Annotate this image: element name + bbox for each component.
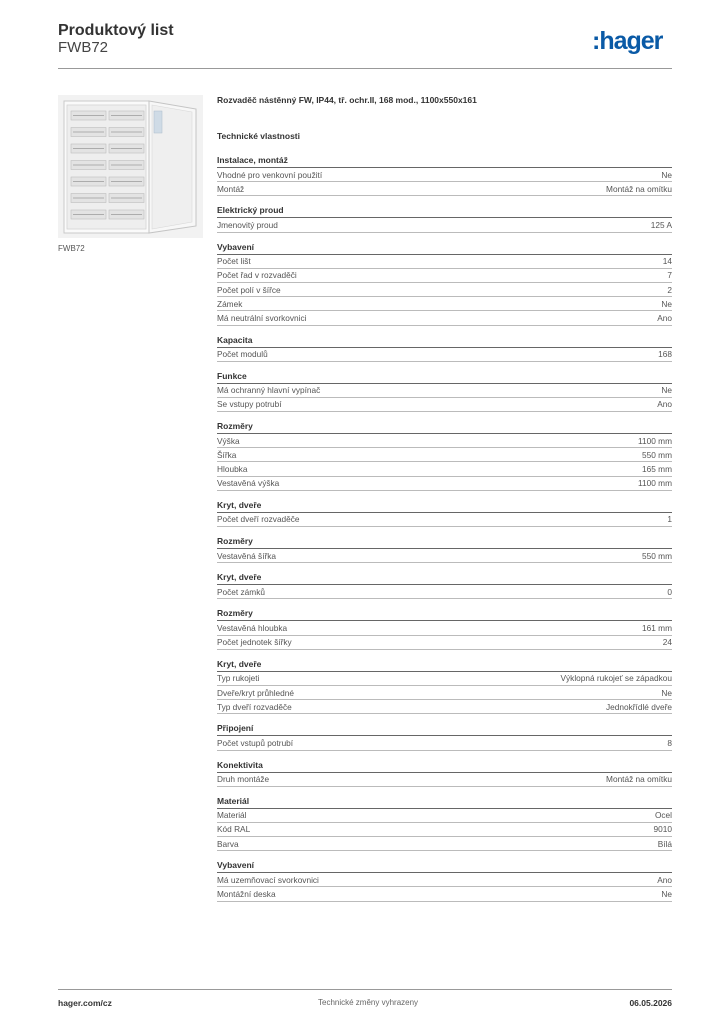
spec-value: 0 — [667, 586, 672, 597]
spec-label: Má neutrální svorkovnici — [217, 312, 307, 323]
spec-row — [217, 348, 672, 362]
page-title: Produktový list — [58, 22, 174, 39]
spec-value: 7 — [667, 270, 672, 281]
spec-value: Ano — [657, 399, 672, 410]
spec-row — [217, 837, 672, 851]
section-title: Elektrický proud — [217, 205, 284, 216]
spec-row — [217, 773, 672, 787]
spec-label: Počet lišt — [217, 256, 251, 267]
spec-label: Hloubka — [217, 464, 248, 475]
spec-label: Montážní deska — [217, 889, 276, 900]
spec-row — [217, 621, 672, 635]
footer-notice: Technické změny vyhrazeny — [318, 998, 419, 1007]
spec-row — [217, 823, 672, 837]
spec-value: 2 — [667, 284, 672, 295]
spec-label: Jmenovitý proud — [217, 219, 278, 230]
spec-sections — [217, 143, 672, 902]
section-title: Rozměry — [217, 608, 253, 619]
spec-row — [217, 887, 672, 901]
spec-label: Šířka — [217, 449, 237, 460]
spec-label: Vhodné pro venkovní použití — [217, 169, 323, 180]
spec-row — [217, 384, 672, 398]
spec-value: Ne — [661, 889, 672, 900]
spec-row — [217, 182, 672, 196]
spec-label: Má ochranný hlavní vypínač — [217, 385, 321, 396]
section-title: Připojení — [217, 723, 254, 734]
spec-label: Se vstupy potrubí — [217, 399, 282, 410]
spec-label: Materiál — [217, 810, 247, 821]
spec-row — [217, 585, 672, 599]
section-title: Instalace, montáž — [217, 155, 288, 165]
section-title: Rozměry — [217, 421, 253, 432]
footer-date: 06.05.2026 — [629, 998, 672, 1008]
spec-label: Barva — [217, 838, 239, 849]
spec-row — [217, 686, 672, 700]
spec-label: Výška — [217, 435, 240, 446]
spec-value: Ne — [661, 385, 672, 396]
spec-row — [217, 297, 672, 311]
spec-value: 9010 — [653, 824, 672, 835]
spec-value: Bílá — [657, 838, 672, 849]
section-title: Kapacita — [217, 334, 253, 345]
spec-row — [217, 477, 672, 491]
section-title: Konektivita — [217, 759, 263, 770]
footer-website: hager.com/cz — [58, 998, 112, 1008]
spec-label: Typ dveří rozvaděče — [217, 701, 292, 712]
section-title: Vybavení — [217, 241, 255, 252]
section-title: Materiál — [217, 795, 250, 806]
product-description: Rozvaděč nástěnný FW, IP44, tř. ochr.II, 168 mod., 1100x550x161 — [217, 95, 477, 105]
spec-row — [217, 700, 672, 714]
spec-row — [217, 672, 672, 686]
spec-row — [217, 448, 672, 462]
spec-row — [217, 513, 672, 527]
spec-value: 161 mm — [642, 622, 672, 633]
spec-value: Ano — [657, 874, 672, 885]
spec-value: 24 — [662, 637, 672, 648]
spec-label: Vestavěná hloubka — [217, 622, 288, 633]
spec-row — [217, 434, 672, 448]
spec-label: Má uzemňovací svorkovnici — [217, 874, 319, 885]
spec-row — [217, 549, 672, 563]
spec-label: Dveře/kryt průhledné — [217, 687, 295, 698]
spec-row — [217, 809, 672, 823]
spec-label: Počet polí v šířce — [217, 284, 281, 295]
spec-value: 1100 mm — [638, 478, 672, 489]
spec-label: Počet řad v rozvaděči — [217, 270, 297, 281]
section-title: Kryt, dveře — [217, 499, 262, 510]
spec-row — [217, 398, 672, 412]
spec-value: 8 — [667, 737, 672, 748]
spec-row — [217, 283, 672, 297]
spec-label: Počet vstupů potrubí — [217, 737, 294, 748]
image-caption: FWB72 — [58, 244, 85, 253]
spec-value: 1100 mm — [638, 435, 672, 446]
spec-label: Typ rukojeti — [217, 673, 260, 684]
spec-value: Ne — [661, 298, 672, 309]
spec-value: Výklopná rukojeť se západkou — [560, 673, 672, 684]
spec-row — [217, 462, 672, 476]
spec-value: 14 — [662, 256, 672, 267]
spec-value: 125 A — [650, 219, 672, 230]
technical-properties-title: Technické vlastnosti — [217, 131, 300, 141]
spec-value: Ne — [661, 169, 672, 180]
spec-row — [217, 311, 672, 325]
spec-row — [217, 636, 672, 650]
header-divider — [58, 68, 672, 69]
spec-value: 165 mm — [642, 464, 672, 475]
spec-value: Jednokřídlé dveře — [606, 701, 672, 712]
section-title: Kryt, dveře — [217, 572, 262, 583]
spec-value: Ano — [657, 312, 672, 323]
spec-label: Počet modulů — [217, 349, 268, 360]
spec-content — [217, 93, 672, 902]
spec-value: Ocel — [654, 810, 672, 821]
spec-value: Ne — [661, 687, 672, 698]
spec-value: 168 — [658, 349, 672, 360]
section-title: Vybavení — [217, 860, 255, 871]
section-title: Rozměry — [217, 536, 253, 546]
spec-row — [217, 269, 672, 283]
spec-value: 550 mm — [642, 550, 672, 561]
spec-label: Počet dveří rozvaděče — [217, 514, 300, 525]
spec-label: Vestavěná výška — [217, 478, 280, 489]
spec-value: Montáž na omítku — [606, 774, 672, 785]
product-code: FWB72 — [58, 39, 109, 56]
spec-label: Zámek — [217, 298, 243, 309]
section-title: Funkce — [217, 370, 247, 381]
spec-label: Počet jednotek šířky — [217, 637, 292, 648]
spec-row — [217, 218, 672, 232]
section-title: Kryt, dveře — [217, 658, 262, 669]
hager-logo — [592, 28, 674, 56]
footer-divider — [58, 989, 672, 990]
spec-value: 1 — [667, 514, 672, 525]
spec-label: Montáž — [217, 183, 245, 194]
spec-label: Kód RAL — [217, 824, 251, 835]
spec-label: Počet zámků — [217, 586, 265, 597]
spec-label: Vestavěná šířka — [217, 550, 277, 561]
spec-value: 550 mm — [642, 449, 672, 460]
spec-row — [217, 736, 672, 750]
spec-label: Druh montáže — [217, 774, 270, 785]
spec-value: Montáž na omítku — [606, 183, 672, 194]
product-image — [58, 95, 203, 238]
spec-row — [217, 168, 672, 182]
spec-row — [217, 255, 672, 269]
logo-text: :hager — [592, 28, 663, 55]
spec-row — [217, 873, 672, 887]
